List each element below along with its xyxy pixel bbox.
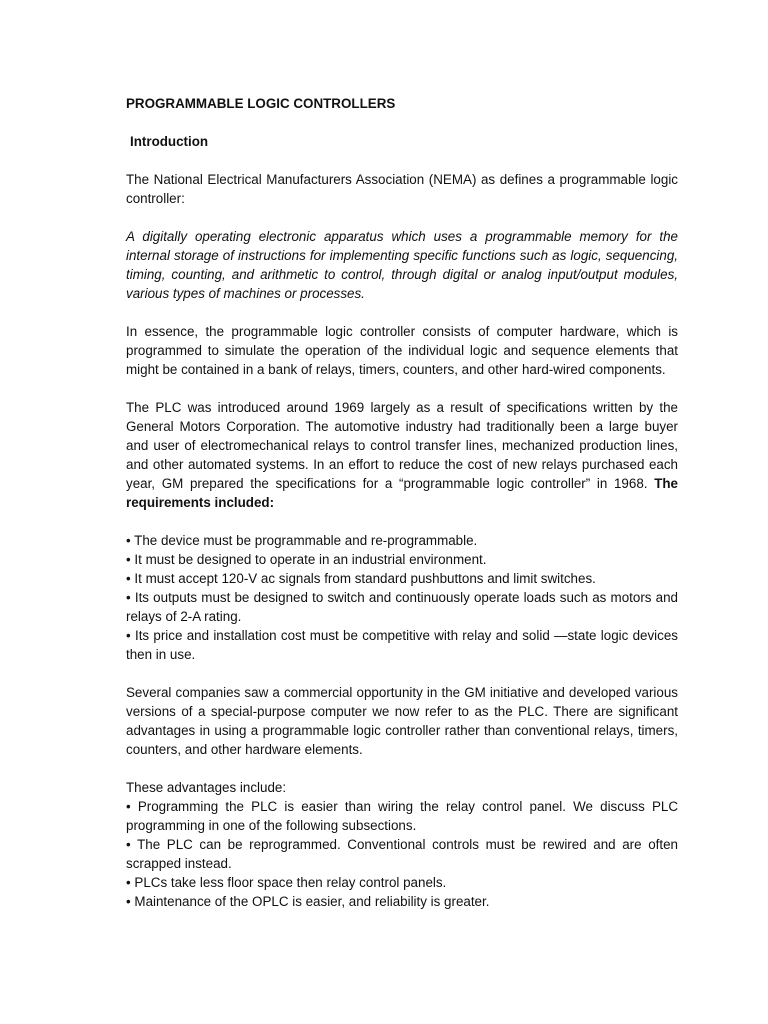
list-item: • The device must be programmable and re-programmable.: [126, 533, 478, 548]
companies-paragraph: Several companies saw a commercial opportunity in the GM initiative and developed various versions of a special-purpose computer we now refer to as the PLC. There are significant advantages in using a programmable logic controller rather than conventional relays, timers, counters, and other hardware elements.: [126, 685, 678, 757]
list-item: • It must accept 120-V ac signals from standard pushbuttons and limit switches.: [126, 571, 596, 586]
list-item: • Programming the PLC is easier than wiring the relay control panel. We discuss PLC programming in one of the following subsections.: [126, 799, 678, 833]
requirements-list: [126, 531, 678, 664]
advantages-lead: These advantages include:: [126, 780, 287, 795]
history-requirements-text: The requirements included:: [126, 476, 678, 510]
document-page: [126, 94, 678, 911]
section-heading: Introduction: [130, 134, 209, 149]
list-item: • Maintenance of the OPLC is easier, and reliability is greater.: [126, 894, 490, 909]
history-text: The PLC was introduced around 1969 largely as a result of specifications written by the General Motors Corporation. The automotive industry had traditionally been a large buyer and user of electromechanical relays to control transfer lines, mechanized production lines, and other automated systems. In an effort to reduce the cost of new relays purchased each year, GM prepared the specifications for a “programmable logic controller” in 1968.: [126, 400, 678, 491]
list-item: • It must be designed to operate in an industrial environment.: [126, 552, 487, 567]
history-paragraph: [126, 398, 678, 512]
essence-paragraph: In essence, the programmable logic controller consists of computer hardware, which is programmed to simulate the operation of the individual logic and sequence elements that might be contained in a bank of relays, timers, counters, and other hard-wired components.: [126, 324, 678, 377]
list-item: • The PLC can be reprogrammed. Conventional controls must be rewired and are often scrapped instead.: [126, 837, 678, 871]
nema-definition-paragraph: A digitally operating electronic apparatus which uses a programmable memory for the internal storage of instructions for implementing specific functions such as logic, sequencing, timing, counting, and arithmetic to control, through digital or analog input/output modules, various types of machines or processes.: [126, 229, 678, 301]
document-title: PROGRAMMABLE LOGIC CONTROLLERS: [126, 96, 396, 111]
list-item: • Its price and installation cost must be competitive with relay and solid —state logic devices then in use.: [126, 628, 678, 662]
list-item: • Its outputs must be designed to switch and continuously operate loads such as motors and relays of 2-A rating.: [126, 590, 678, 624]
list-item: • PLCs take less floor space then relay control panels.: [126, 875, 447, 890]
advantages-list: [126, 797, 678, 911]
nema-intro-paragraph: The National Electrical Manufacturers Association (NEMA) as defines a programmable logic controller:: [126, 172, 678, 206]
